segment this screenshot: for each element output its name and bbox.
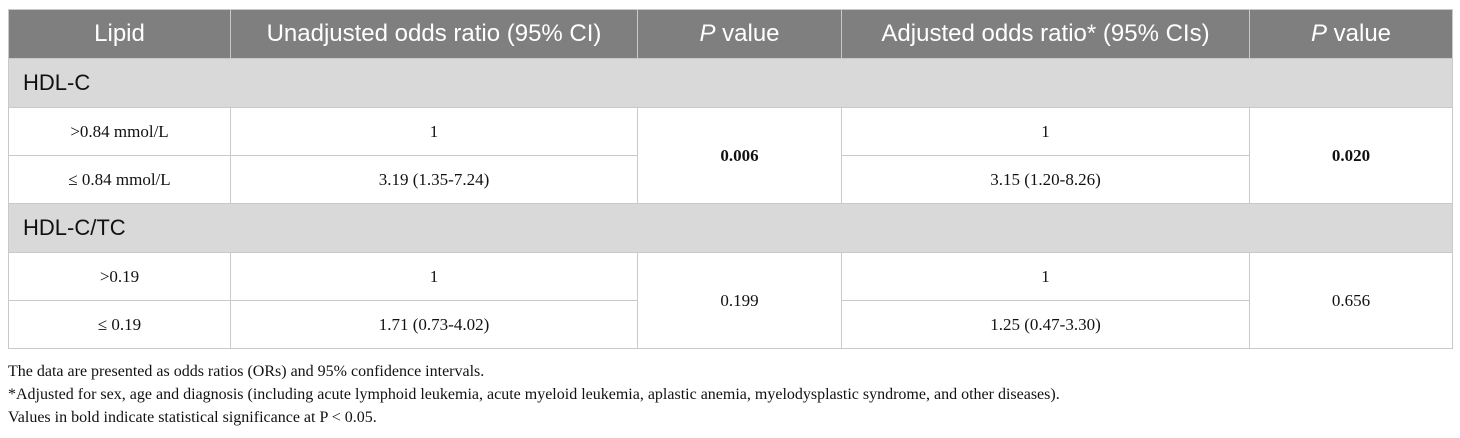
header-lipid: Lipid (9, 10, 231, 59)
table-row (9, 108, 1453, 156)
lipid-cell: ≤ 0.19 (9, 301, 231, 349)
table-footnotes (8, 360, 1060, 429)
adjusted-or-cell: 1.25 (0.47-3.30) (842, 301, 1250, 349)
footnote-significance: Values in bold indicate statistical significance at P < 0.05. (8, 409, 377, 426)
p-value-unadjusted-cell: 0.006 (638, 108, 842, 204)
odds-ratio-table-container (8, 9, 1452, 349)
group-label: HDL-C (9, 59, 1453, 108)
adjusted-or-cell: 1 (842, 253, 1250, 301)
odds-ratio-table (8, 9, 1453, 349)
group-row-hdl-c-tc (9, 204, 1453, 253)
footnote-data-presentation: The data are presented as odds ratios (ORs) and 95% confidence intervals. (8, 363, 485, 380)
table-row (9, 253, 1453, 301)
header-p-value-adjusted: P value (1250, 10, 1453, 59)
p-value-adjusted-cell: 0.656 (1250, 253, 1453, 349)
unadjusted-or-cell: 1 (231, 108, 638, 156)
group-label: HDL-C/TC (9, 204, 1453, 253)
adjusted-or-cell: 3.15 (1.20-8.26) (842, 156, 1250, 204)
unadjusted-or-cell: 1 (231, 253, 638, 301)
adjusted-or-cell: 1 (842, 108, 1250, 156)
group-row-hdl-c (9, 59, 1453, 108)
p-value-adjusted-cell: 0.020 (1250, 108, 1453, 204)
lipid-cell: ≤ 0.84 mmol/L (9, 156, 231, 204)
header-row (9, 10, 1453, 59)
header-adjusted-or: Adjusted odds ratio* (95% CIs) (842, 10, 1250, 59)
unadjusted-or-cell: 1.71 (0.73-4.02) (231, 301, 638, 349)
header-unadjusted-or: Unadjusted odds ratio (95% CI) (231, 10, 638, 59)
header-p-value-unadjusted: P value (638, 10, 842, 59)
p-value-unadjusted-cell: 0.199 (638, 253, 842, 349)
unadjusted-or-cell: 3.19 (1.35-7.24) (231, 156, 638, 204)
lipid-cell: >0.84 mmol/L (9, 108, 231, 156)
lipid-cell: >0.19 (9, 253, 231, 301)
footnote-adjustment: *Adjusted for sex, age and diagnosis (including acute lymphoid leukemia, acute myeloid leukemia, aplastic anemia, myelodysplastic syndrome, and other diseases). (8, 386, 1060, 403)
